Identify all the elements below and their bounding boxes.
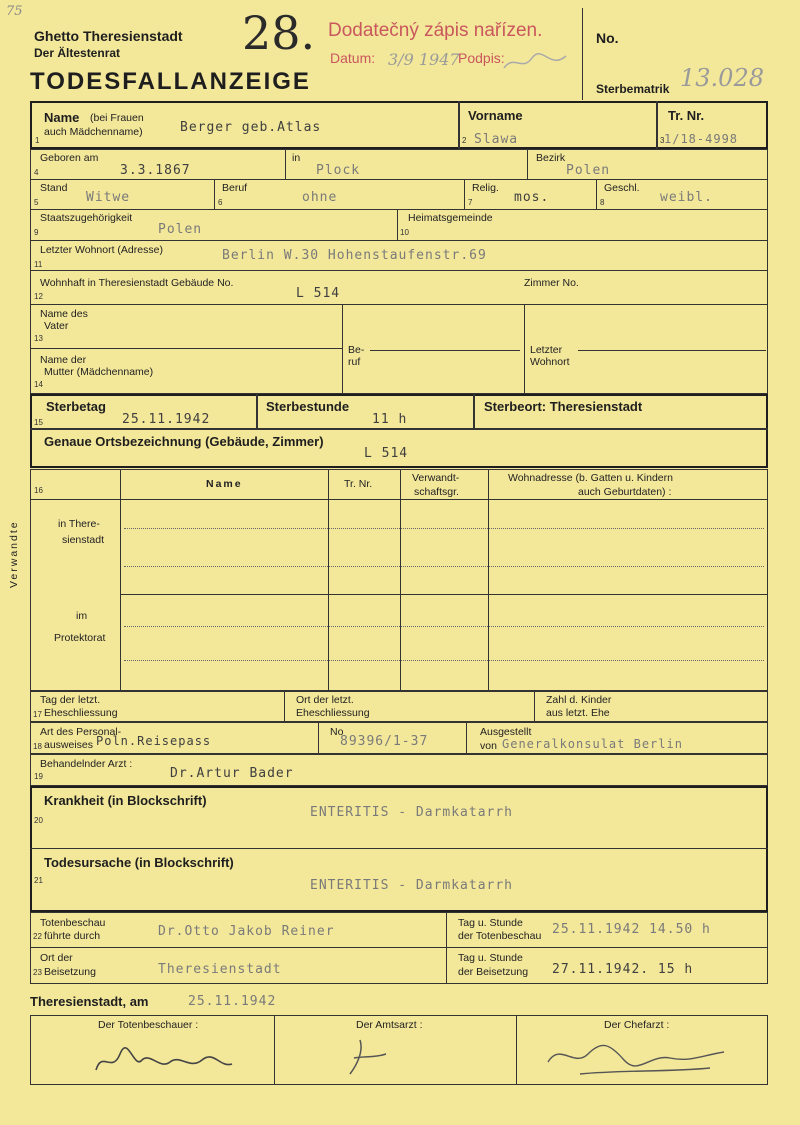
parents-wohnort-label-a: Letzter [530,344,563,356]
vater-label-b: Vater [44,320,69,332]
bezirk-value: Polen [566,163,611,178]
ehe-tag-label-b: Eheschliessung [44,707,118,719]
ausweis-ausg-label-a: Ausgestellt [480,726,532,738]
col-trnr: Tr. Nr. [344,478,373,490]
parents-wohnort-label-b: Wohnort [530,356,570,368]
header-divider-vertical [582,8,583,100]
signature-amtsarzt-icon [340,1036,400,1080]
ausweis-art-value: Poln.Reisepass [96,734,212,748]
krankheit-value: ENTERITIS - Darmkatarrh [310,805,514,820]
col-verw-b: schaftsgr. [414,486,459,498]
stand-value: Witwe [86,190,131,205]
ausweis-art-label-b: ausweises [44,739,94,751]
name-sub-label: (bei Frauen [90,112,144,124]
sterbematrik-label: Sterbematrik [596,82,670,96]
ausweis-ausg-value: Generalkonsulat Berlin [502,737,683,751]
ausweis-ausg-label-b: von [480,740,497,752]
ursache-value: ENTERITIS - Darmkatarrh [310,878,514,893]
in-there-a: in There- [58,518,100,530]
sig2-label: Der Amtsarzt : [356,1019,423,1031]
org-line-2: Der Ältestenrat [34,46,121,60]
beschau-tag-label-b: der Totenbeschau [458,930,542,942]
trnr-label: Tr. Nr. [668,108,705,123]
gebaeude-label: Wohnhaft in Theresienstadt Gebäude No. [40,277,234,289]
col-wohn-b: auch Geburtdaten) : [578,486,672,498]
beschau-label-b: führte durch [44,930,101,942]
beisetzung-ort-label-b: Beisetzung [44,966,96,978]
ehe-tag-label-a: Tag der letzt. [40,694,101,706]
vater-label-a: Name des [40,308,88,320]
name-sub-label-2: auch Mädchenname) [44,126,143,138]
stamp-signature-label: Podpis: [458,50,505,66]
im-prot-a: im [76,610,88,622]
relatives-table [30,469,768,691]
main-table-box [30,149,768,394]
verwandte-side-label: Verwandte [8,520,20,588]
staat-label: Staatszugehörigkeit [40,212,133,224]
stamp-date-label: Datum: [330,50,376,66]
beschau-tag-value: 25.11.1942 14.50 h [552,922,711,937]
in-label: in [292,152,301,164]
signature-totenbeschauer-icon [90,1040,240,1080]
mutter-label-a: Name der [40,354,87,366]
wohnort-value: Berlin W.30 Hohenstaufenstr.69 [222,248,487,263]
in-value: Plock [316,163,361,178]
genau-value: L 514 [364,446,409,461]
col-wohn-a: Wohnadresse (b. Gatten u. Kindern [508,472,673,484]
stamp-signature-scribble-icon [500,50,570,74]
geschl-value: weibl. [660,190,713,205]
vorname-value: Slawa [474,132,519,147]
ausweis-no-value: 89396/1-37 [340,734,429,749]
stamp-title: Dodatečný zápis nařízen. [328,20,543,41]
in-there-b: sienstadt [62,534,105,546]
margin-mark: 75 [6,4,23,19]
gebaeude-value: L 514 [296,286,341,301]
mutter-label-b: Mutter (Mädchenname) [44,366,154,378]
genau-label: Genaue Ortsbezeichnung (Gebäude, Zimmer) [44,434,324,449]
geschl-label: Geschl. [604,182,640,194]
sterbestunde-value: 11 h [372,412,408,427]
relig-value: mos. [514,190,550,205]
wohnort-label: Letzter Wohnort (Adresse) [40,244,163,256]
ursache-label: Todesursache (in Blockschrift) [44,855,234,870]
ehe-ort-label-a: Ort der letzt. [296,694,354,706]
heimat-label: Heimatsgemeinde [408,212,493,224]
beruf-value: ohne [302,190,338,205]
trnr-value: 1/18-4998 [664,132,739,146]
relig-label: Relig. [472,182,499,194]
ehe-zahl-label-a: Zahl d. Kinder [546,694,612,706]
sig3-label: Der Chefarzt : [604,1019,670,1031]
stamp-date-value: 3/9 1947 [388,50,460,69]
beruf-label: Beruf [222,182,248,194]
geboren-value: 3.3.1867 [120,163,191,178]
name-value: Berger geb.Atlas [180,120,322,135]
arzt-label: Behandelnder Arzt : [40,758,133,770]
death-notice-form: 75 Ghetto Theresienstadt Der Ältestenrat TODESFALLANZEIGE 28. Dodatečný zápis nařízen. Datum: 3/9 1947 Podpis: No. Sterbematrik 13.028 Name (bei Frauen auch Mädchenname) 1 Berger geb.Atlas Vorname 2 Slawa Tr. Nr. 3 1/18-4998 Geboren am 4 3.3.1867 in Plock Bezirk Polen Stand 5 Witwe Beruf 6 ohne Relig. 7 mos. Geschl. 8 weibl. Staatszugehörigkeit 9 Polen Heimatsgemeinde 10 Letzter Wohnort (Adresse) 11 Berlin W.30 Hohenstaufenstr.69 Wohnhaft in Theresienstadt Gebäude No. 12 L 514 Zimmer No. Name des Vater 13 Name der Mutter (Mädchenname) 14 Be- ruf Letzter Wohnort Sterbetag 15 25.11.1942 Sterbestunde 11 h Sterbeort: Theresienstadt Genaue Ortsbezeichnung (Gebäude, Zimmer) L 514 16 Name Tr. Nr. Verwandt- schaftsgr. Wohnadresse (b. Gatten u. Kindern auch Geburtdaten) : in There- sienstadt im Protektorat Verwandte Tag der letzt. Eheschliessung 17 Ort der letzt. Eheschliessung Zahl d. Kinder aus letzt. Ehe Art des Personal- ausweises 18 Poln.Reisepass No 89396/1-37 Ausgestellt von Generalkonsulat Berlin Behandelnder Arzt : 19 Dr.Artur Bader Krankheit (in Blockschrift) 20 ENTERITIS - Darmkatarrh Todesursache (in Blockschrift) 21 ENTERITIS - Darmkatarrh Totenbeschau führte durch 22 Dr.Otto Jakob Reiner Tag u. Stunde der Totenbeschau 25.11.1942 14.50 h Ort der Beisetzung 23 Theresienstadt Tag u. Stunde der Beisetzung 27.11.1942. 15 h Theresienstadt, am 25.11.1942 Der Totenbeschauer : Der Amtsarzt : Der Chefarzt : [0,0,800,1125]
staat-value: Polen [158,222,203,237]
bezirk-label: Bezirk [536,152,566,164]
parents-beruf-label-b: ruf [348,356,361,368]
sterbetag-label: Sterbetag [46,399,106,414]
signature-chefarzt-icon [540,1034,730,1082]
beisetzung-ort-label-a: Ort der [40,952,73,964]
sterbeort-label: Sterbeort: Theresienstadt [484,399,643,414]
place-date-label: Theresienstadt, am [30,994,149,1009]
form-title: TODESFALLANZEIGE [30,68,311,95]
sig1-label: Der Totenbeschauer : [98,1019,199,1031]
arzt-row [30,754,768,786]
beisetzung-tag-value: 27.11.1942. 15 h [552,962,694,977]
ehe-zahl-label-b: aus letzt. Ehe [546,707,610,719]
no-label: No. [596,30,619,46]
beschau-value: Dr.Otto Jakob Reiner [158,924,335,939]
col-name: Name [206,478,243,490]
org-line-1: Ghetto Theresienstadt [34,28,183,44]
geboren-label: Geboren am [40,152,99,164]
beschau-tag-label-a: Tag u. Stunde [458,917,523,929]
ausweis-no-label: No [330,726,344,738]
arzt-value: Dr.Artur Bader [170,766,294,781]
ehe-ort-label-b: Eheschliessung [296,707,370,719]
ehe-row [30,691,768,722]
krankheit-label: Krankheit (in Blockschrift) [44,793,207,808]
stamp-signature [500,50,570,74]
vorname-label: Vorname [468,108,523,123]
sterbematrik-value: 13.028 [680,64,764,92]
stand-label: Stand [40,182,68,194]
name-label: Name [44,110,80,125]
sterbetag-value: 25.11.1942 [122,412,211,427]
sterbestunde-label: Sterbestunde [266,399,350,414]
zimmer-label: Zimmer No. [524,277,579,289]
beschau-label-a: Totenbeschau [40,917,106,929]
beisetzung-ort-value: Theresienstadt [158,962,282,977]
beisetzung-tag-label-a: Tag u. Stunde [458,952,523,964]
place-date-value: 25.11.1942 [188,994,277,1009]
im-prot-b: Protektorat [54,632,106,644]
parents-beruf-label-a: Be- [348,344,365,356]
ausweis-art-label-a: Art des Personal- [40,726,122,738]
handwritten-number: 28. [242,6,316,60]
beisetzung-tag-label-b: der Beisetzung [458,966,529,978]
col-verw-a: Verwandt- [412,472,460,484]
